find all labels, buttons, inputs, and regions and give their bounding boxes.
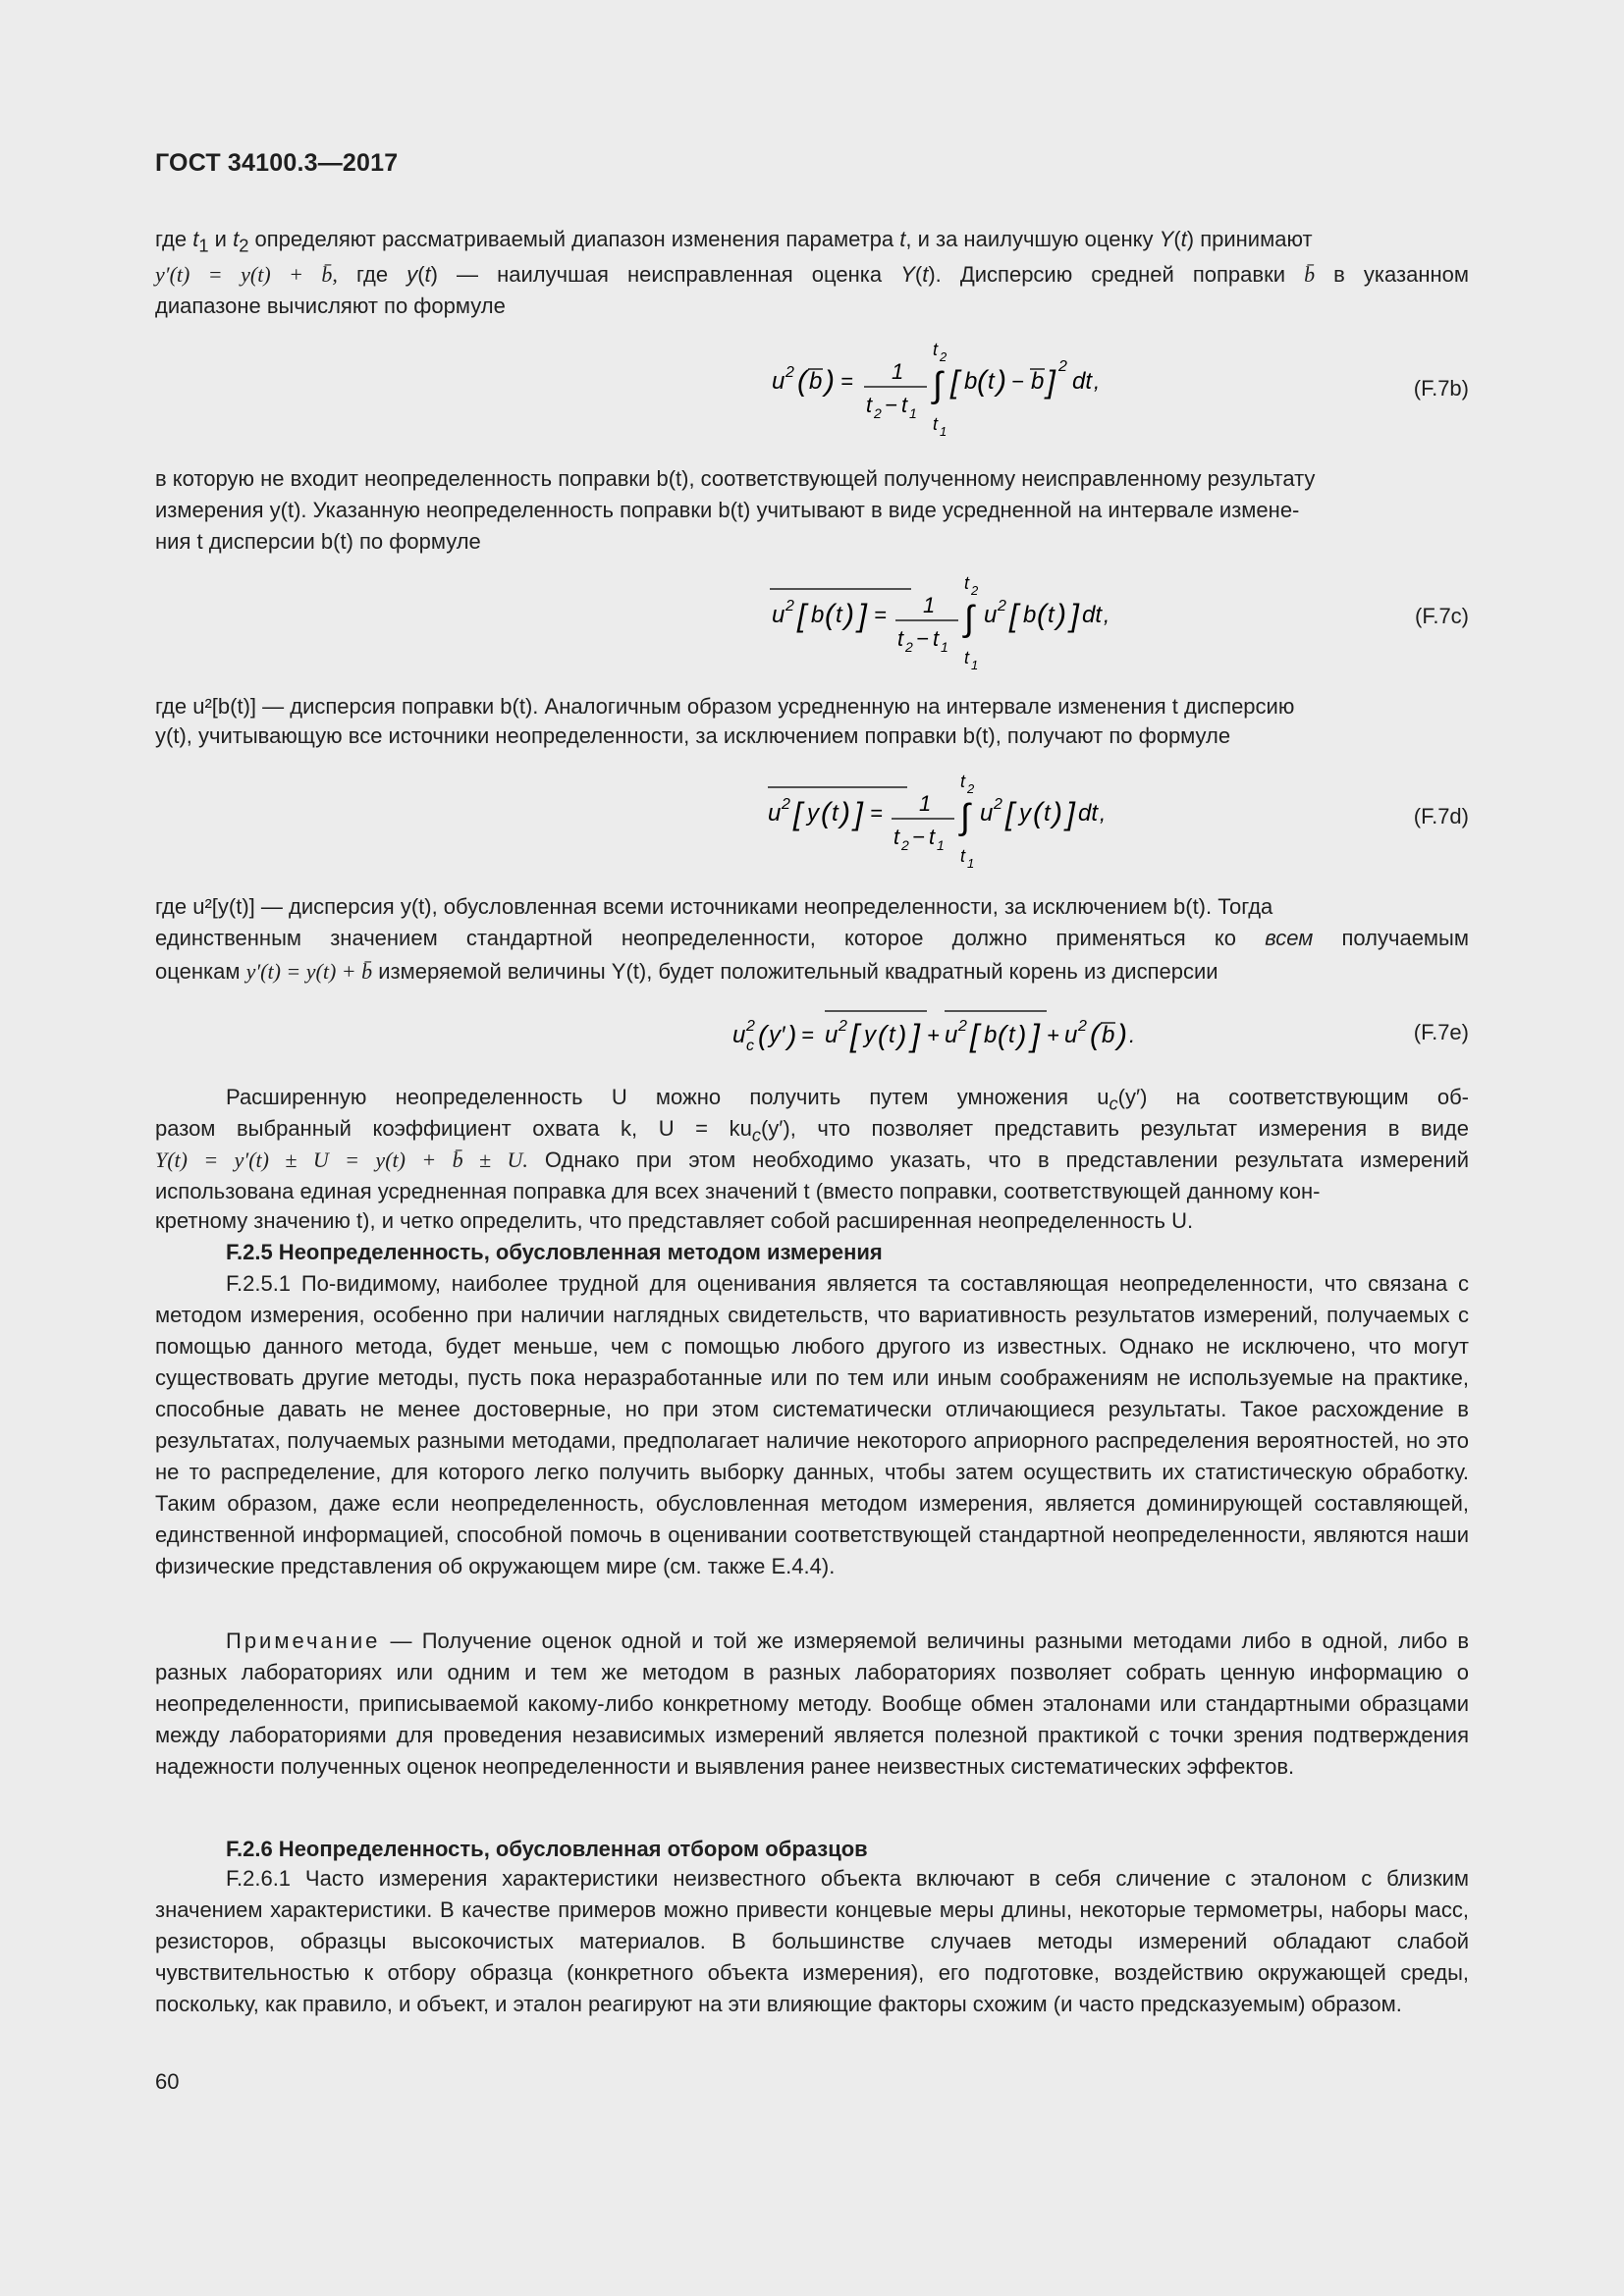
svg-text:u: u xyxy=(732,1022,746,1048)
svg-text:∫: ∫ xyxy=(933,364,943,404)
svg-text:(: ( xyxy=(977,365,987,398)
document-page xyxy=(155,0,1469,2296)
formula-f7e xyxy=(568,999,1176,1068)
paragraph-4-line-3: оценкам y′(t) = y(t) + b̄ измеряемой величины Y(t), будет положительный квадратный корень из дисперсии xyxy=(155,959,1218,984)
svg-text:2: 2 xyxy=(998,598,1006,614)
section-heading-f25: F.2.5 Неопределенность, обусловленная методом измерения xyxy=(226,1240,883,1264)
inline-formula-y-prime: y′(t) = y(t) + b̄, xyxy=(155,262,338,287)
svg-text:y′: y′ xyxy=(769,1022,785,1048)
inline-formula-expanded: Y(t) = y′(t) ± U = y(t) + b̄ ± U. xyxy=(155,1148,528,1172)
svg-text:=: = xyxy=(870,801,883,826)
svg-text:b: b xyxy=(1023,602,1037,628)
svg-text:t: t xyxy=(1008,1022,1015,1048)
inline-bbar: b̄ xyxy=(1304,262,1316,287)
svg-text:[: [ xyxy=(850,1018,859,1053)
svg-text:2: 2 xyxy=(839,1018,847,1035)
svg-text:[: [ xyxy=(1005,796,1014,831)
paragraph-3-line-1: где u²[b(t)] — дисперсия поправки b(t). Аналогичным образом усредненную на интервале изменения t дисперсию xyxy=(155,694,1295,719)
svg-text:): ) xyxy=(1017,1020,1027,1050)
svg-text:−: − xyxy=(912,825,925,849)
svg-text:1: 1 xyxy=(909,405,917,421)
paragraph-2-line-1: в которую не входит неопределенность поправки b(t), соответствующей полученному неисправленному результату xyxy=(155,466,1316,491)
svg-text:u: u xyxy=(945,1022,958,1048)
svg-text:): ) xyxy=(1117,1019,1127,1051)
paragraph-2-line-3: ния t дисперсии b(t) по формуле xyxy=(155,529,481,554)
svg-text:]: ] xyxy=(1070,598,1079,633)
svg-text:1: 1 xyxy=(967,856,975,871)
paragraph-2-line-2: измерения y(t). Указанную неопределенность поправки b(t) учитывают в виде усредненной на интервале измене- xyxy=(155,498,1300,522)
formula-label-f7d: (F.7d) xyxy=(1413,804,1469,828)
svg-text:): ) xyxy=(825,365,835,398)
svg-text:(: ( xyxy=(825,599,835,631)
svg-text:(: ( xyxy=(821,797,831,829)
paragraph-5-line-3: Y(t) = y′(t) ± U = y(t) + b̄ ± U. Однако при этом необходимо указать, что в представлении результата измерений xyxy=(155,1148,1469,1172)
svg-text:2: 2 xyxy=(905,639,913,655)
svg-text:u: u xyxy=(825,1022,839,1048)
svg-text:(: ( xyxy=(1037,599,1047,631)
paragraph-1-line-2: y′(t) = y(t) + b̄, где y(t) — наилучшая неисправленная оценка Y(t). Дисперсию средней поправки b̄ в указанном xyxy=(155,262,1469,287)
svg-text:1: 1 xyxy=(919,791,932,816)
paragraph-1-line-3: диапазоне вычисляют по формуле xyxy=(155,294,506,318)
svg-text:[: [ xyxy=(1009,598,1018,633)
svg-text:u: u xyxy=(980,800,994,827)
svg-text:[: [ xyxy=(797,598,806,633)
svg-text:(: ( xyxy=(797,365,807,398)
note-paragraph: Примечание — Получение оценок одной и той же измеряемой величины разными методами либо в одной, либо в разных лабораториях или одним и тем же методом в разных лабораториях позволяет собрать ценную информацию о неопределенности, приписываемой какому-либо конкретному методу. Вообще обмен эталонами или стандартными образцами между лабораториями для проведения независимых измерений является полезной практикой с точки зрения подтверждения надежности полученных оценок неопределенности и выявления ранее неизвестных систематических эффектов. xyxy=(155,1629,1469,1779)
svg-text:−: − xyxy=(885,393,897,417)
svg-text:t: t xyxy=(933,340,939,359)
paragraph-5-line-4: использована единая усредненная поправка для всех значений t (вместо поправки, соответствующей данному кон- xyxy=(155,1179,1321,1203)
paragraph-5-line-5: кретному значению t), и четко определить, что представляет собой расширенная неопределенность U. xyxy=(155,1208,1194,1233)
svg-text:]: ] xyxy=(1047,364,1056,400)
svg-text:y: y xyxy=(807,800,819,827)
svg-text:]: ] xyxy=(1031,1018,1040,1053)
svg-text:,: , xyxy=(1094,369,1101,394)
svg-text:[: [ xyxy=(970,1018,979,1053)
svg-text:): ) xyxy=(844,599,854,631)
paragraph-5-line-1: Расширенную неопределенность U можно получить путем умножения $u_c(y')$ на соответствующим об- xyxy=(226,1085,1469,1114)
svg-text:b: b xyxy=(1031,368,1045,395)
svg-text:dt: dt xyxy=(1082,602,1103,628)
svg-text:): ) xyxy=(997,365,1006,398)
svg-text:): ) xyxy=(897,1020,907,1050)
formula-f7d xyxy=(607,766,1157,874)
svg-text:t: t xyxy=(964,648,970,667)
svg-text:y: y xyxy=(864,1022,876,1048)
svg-text:2: 2 xyxy=(967,781,975,796)
paragraph-4-line-2: единственным значением стандартной неопределенности, которое должно применяться ко всем получаемым xyxy=(155,926,1469,950)
formula-label-f7b: (F.7b) xyxy=(1413,376,1469,400)
svg-text:.: . xyxy=(1129,1023,1136,1047)
svg-text:2: 2 xyxy=(746,1018,755,1035)
svg-text:[: [ xyxy=(793,796,802,831)
svg-text:1: 1 xyxy=(937,837,945,853)
svg-text:2: 2 xyxy=(940,349,947,364)
svg-text:]: ] xyxy=(854,796,863,831)
inline-formula-y-prime-2: y′(t) = y(t) + b̄ xyxy=(245,959,373,984)
section-f26-body: F.2.6.1 Часто измерения характеристики неизвестного объекта включают в себя сличение с эталоном с близким значением характеристики. В качестве примеров можно привести концевые меры длины, некоторые термометры, наборы масс, резисторов, образцы высокочистых материалов. В большинстве случаев методы измерений обладают слабой чувствительностью к отбору образца (конкретного объекта измерения), его подготовке, воздействию окружающей среды, поскольку, как правило, и объект, и эталон реагируют на эти влияющие факторы схожим (и часто предсказуемым) образом. xyxy=(155,1866,1469,2016)
svg-text:1: 1 xyxy=(940,424,947,439)
note-label: Примечание xyxy=(226,1629,381,1653)
svg-text:1: 1 xyxy=(923,593,936,617)
paragraph-3-line-2: y(t), учитывающую все источники неопределенности, за исключением поправки b(t), получают по формуле xyxy=(155,723,1231,748)
svg-text:dt: dt xyxy=(1078,800,1099,827)
document-header: ГОСТ 34100.3—2017 xyxy=(155,149,399,177)
svg-text:t: t xyxy=(929,825,936,849)
svg-text:): ) xyxy=(1056,599,1066,631)
svg-text:u: u xyxy=(772,368,785,395)
svg-text:t: t xyxy=(866,393,873,417)
svg-text:): ) xyxy=(1053,797,1062,829)
svg-text:2: 2 xyxy=(782,796,790,813)
svg-text:t: t xyxy=(960,846,966,866)
svg-text:t: t xyxy=(933,626,940,651)
svg-text:]: ] xyxy=(911,1018,920,1053)
svg-text:=: = xyxy=(874,603,887,627)
formula-label-f7c: (F.7c) xyxy=(1415,604,1469,628)
svg-text:(: ( xyxy=(758,1020,768,1050)
svg-text:t: t xyxy=(1044,800,1051,827)
svg-text:]: ] xyxy=(1066,796,1075,831)
svg-text:b: b xyxy=(984,1022,998,1048)
svg-text:2: 2 xyxy=(1058,358,1067,375)
svg-text:u: u xyxy=(768,800,782,827)
svg-text:2: 2 xyxy=(971,583,979,598)
svg-text:(: ( xyxy=(1033,797,1043,829)
svg-text:1: 1 xyxy=(892,359,904,384)
svg-text:t: t xyxy=(832,800,839,827)
svg-text:2: 2 xyxy=(874,405,882,421)
svg-text:c: c xyxy=(746,1038,754,1054)
svg-text:∫: ∫ xyxy=(964,598,974,638)
svg-text:t: t xyxy=(988,368,995,395)
svg-text:+: + xyxy=(1047,1023,1059,1047)
svg-text:,: , xyxy=(1100,801,1107,826)
svg-text:−: − xyxy=(916,626,929,651)
page-number: 60 xyxy=(155,2069,180,2094)
formula-f7b xyxy=(607,334,1157,442)
svg-text:−: − xyxy=(1011,369,1024,394)
svg-text:b: b xyxy=(964,368,978,395)
svg-text:t: t xyxy=(836,602,842,628)
paragraph-4-line-1: где u²[y(t)] — дисперсия y(t), обусловленная всеми источниками неопределенности, за исключением b(t). Тогда xyxy=(155,894,1273,919)
svg-text:t: t xyxy=(893,825,900,849)
svg-text:(: ( xyxy=(878,1020,888,1050)
svg-text:u: u xyxy=(1064,1022,1078,1048)
svg-text:u: u xyxy=(984,602,998,628)
svg-text:2: 2 xyxy=(994,796,1002,813)
svg-text:u: u xyxy=(772,602,785,628)
svg-text:2: 2 xyxy=(1078,1018,1087,1035)
svg-text:t: t xyxy=(1048,602,1055,628)
formula-f7c xyxy=(607,567,1157,675)
svg-text:t: t xyxy=(964,573,970,593)
formula-label-f7e: (F.7e) xyxy=(1413,1020,1469,1044)
paragraph-1-line-1: где $t_1$ и $t_2$ определяют рассматриваемый диапазон изменения параметра t, и за наилучшую оценку Y(t) принимают xyxy=(155,227,1313,256)
svg-text:t: t xyxy=(889,1022,895,1048)
svg-text:): ) xyxy=(787,1020,797,1050)
svg-text:b: b xyxy=(1102,1022,1115,1048)
svg-text:+: + xyxy=(927,1023,940,1047)
svg-text:1: 1 xyxy=(941,639,948,655)
svg-text:): ) xyxy=(840,797,850,829)
svg-text:2: 2 xyxy=(785,598,794,614)
svg-text:t: t xyxy=(933,414,939,434)
svg-text:t: t xyxy=(897,626,904,651)
svg-text:b: b xyxy=(809,368,823,395)
svg-text:(: ( xyxy=(998,1020,1007,1050)
svg-text:1: 1 xyxy=(971,658,979,672)
svg-text:,: , xyxy=(1104,603,1110,627)
section-heading-f26: F.2.6 Неопределенность, обусловленная отбором образцов xyxy=(226,1837,868,1861)
paragraph-5-line-2: разом выбранный коэффициент охвата k, $U = ku_c(y')$, что позволяет представить результат измерения в виде xyxy=(155,1116,1470,1146)
svg-text:∫: ∫ xyxy=(960,796,970,836)
section-f25-body: F.2.5.1 По-видимому, наиболее трудной для оценивания является та составляющая неопределенности, что связана с методом измерения, особенно при наличии наглядных свидетельств, что вариативность результатов измерений, получаемых с помощью данного метода, будет меньше, чем с помощью любого другого из известных. Однако не исключено, что могут существовать другие методы, пусть пока неразработанные или по тем или иным соображениям не используемые на практике, способные давать не менее достоверные, но при этом систематически отличающиеся результаты. Такое расхождение в результатах, получаемых разными методами, предполагает наличие некоторого априорного распределения вероятностей, но это не то распределение, для которого легко получить выборку данных, чтобы затем осуществить их статистическую обработку. Таким образом, даже если неопределенность, обусловленная методом измерения, является доминирующей составляющей, единственной информацией, способной помочь в оценивании соответствующей стандартной неопределенности, являются наши физические представления об окружающем мире (см. также E.4.4). xyxy=(155,1271,1469,1578)
svg-text:dt: dt xyxy=(1072,368,1093,395)
svg-text:(: ( xyxy=(1090,1019,1100,1051)
svg-text:2: 2 xyxy=(785,364,794,381)
svg-text:2: 2 xyxy=(958,1018,967,1035)
svg-text:t: t xyxy=(960,772,966,791)
svg-text:=: = xyxy=(801,1023,814,1047)
svg-text:[: [ xyxy=(950,364,959,400)
svg-text:y: y xyxy=(1019,800,1031,827)
svg-text:b: b xyxy=(811,602,825,628)
svg-text:]: ] xyxy=(858,598,867,633)
svg-text:2: 2 xyxy=(901,837,909,853)
svg-text:t: t xyxy=(901,393,908,417)
svg-text:=: = xyxy=(840,369,853,394)
